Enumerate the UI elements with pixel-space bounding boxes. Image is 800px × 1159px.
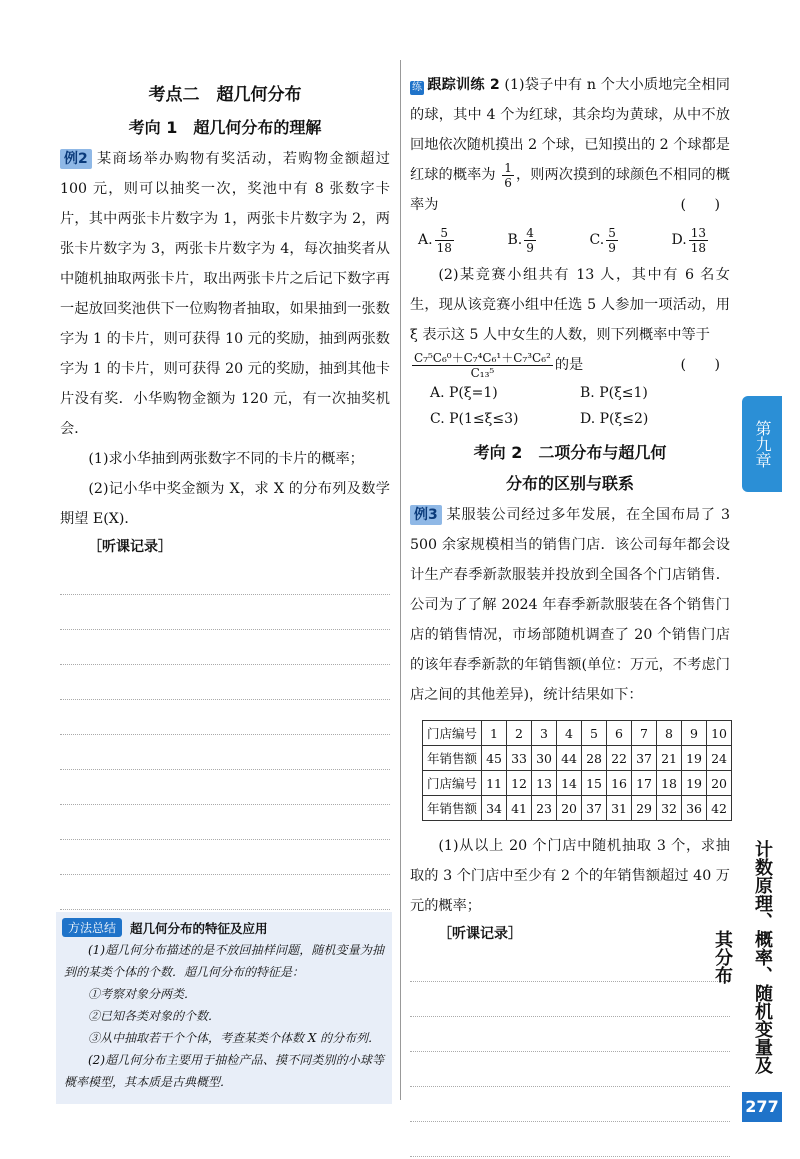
- example-2-badge: 例2: [60, 149, 92, 169]
- tracking-exercise-2: (2)某竞赛小组共有 13 人，其中有 6 名女生，现从该竞赛小组中任选 5 人参加一项活动，用 ξ 表示这 5 人中女生的人数，则下列概率中等于: [410, 267, 730, 343]
- combination-formula: $\frac{\text{C₇⁵C₆⁰＋C₇⁴C₆¹＋C₇³C₆²}}{\text{C₁₃⁵}}$: [414, 350, 551, 380]
- subtitle-2-line1: 考向 2 二项分布与超几何: [473, 443, 667, 462]
- subtitle-2-line2: 分布的区别与联系: [505, 474, 634, 493]
- right-column: [410, 70, 730, 1157]
- option-b2: B. P(ξ≤1): [580, 385, 648, 401]
- option-d: D. $\frac{13}{18}$: [671, 225, 706, 255]
- chapter-tab: 第九章: [742, 396, 782, 492]
- table-row: 年销售额 34 41 23 20 37 31 29 32 36 42: [423, 796, 732, 821]
- fraction-one-sixth: $\frac{1}{6}$: [504, 160, 512, 190]
- option-a: A. $\frac{5}{18}$: [418, 225, 452, 255]
- option-a2: A. P(ξ=1): [430, 385, 498, 401]
- page-number: 277: [742, 1092, 782, 1122]
- method-summary-box: [56, 912, 392, 1104]
- method-line-2: ①考察对象分两类．: [88, 987, 197, 1001]
- example-2: [60, 144, 390, 444]
- sales-table: [422, 720, 732, 821]
- table-row: 年销售额 45 33 30 44 28 22 37 21 19 24: [423, 746, 732, 771]
- options-2: [410, 380, 730, 432]
- method-line-3: ②已知各类对象的个数．: [88, 1009, 221, 1023]
- left-column: [60, 70, 390, 1015]
- question-2: (2)记小华中奖金额为 X，求 X 的分布列及数学期望 E(X)．: [60, 481, 390, 527]
- method-summary-badge: 方法总结: [62, 918, 122, 937]
- note-lines-right: [410, 947, 730, 1157]
- formula-line: $\frac{\text{C₇⁵C₆⁰＋C₇⁴C₆¹＋C₇³C₆²}}{\text{C₁₃⁵}}$ 的是 ( ): [410, 350, 730, 380]
- options-1: [410, 220, 730, 260]
- table-row: 门店编号 11 12 13 14 15 16 17 18 19 20: [423, 771, 732, 796]
- section-title: 考点二 超几何分布: [148, 85, 302, 105]
- chapter-title-vertical: 计数原理、概率、随机变量及其分布: [712, 840, 773, 1074]
- tracking-exercise-1: 练 跟踪训练 2 (1)袋子中有 n 个大小质地完全相同的球，其中 4 个为红球，其余均为黄球，从中不放回地依次随机摸出 2 个球，已知摸出的 2 个球都是红球的概率为 $\frac{1}{6}$ ，则两次摸到的球颜色不相同的概率为 ( ): [410, 70, 730, 220]
- listening-record-label-right: ［听课记录］: [438, 926, 522, 942]
- method-line-1: (1)超几何分布描述的是不放回抽样问题，随机变量为抽到的某类个体的个数．超几何分布的特征是：: [64, 943, 384, 979]
- option-b: B. $\frac{4}{9}$: [507, 225, 534, 255]
- method-summary-title: 超几何分布的特征及应用: [130, 920, 268, 936]
- option-c: C. $\frac{5}{9}$: [589, 225, 616, 255]
- column-divider: [400, 60, 401, 1100]
- listening-record-label: ［听课记录］: [88, 539, 172, 555]
- method-line-5: (2)超几何分布主要用于抽检产品、摸不同类别的小球等概率模型，其本质是古典概型．: [64, 1053, 384, 1089]
- table-row: 门店编号 1 2 3 4 5 6 7 8 9 10: [423, 721, 732, 746]
- example-2-text: 某商场举办购物有奖活动，若购物金额超过 100 元，则可以抽奖一次，奖池中有 8 张数字卡片，其中两张卡片数字为 1，两张卡片数字为 2，两张卡片数字为 3，两张卡片数字为 4，每次抽奖者从中随机抽取两张卡片，取出两张卡片之后记下数字再一起放回奖池供下一位购物者抽取，如果抽到一张数字为 1 的卡片，则可获得 10 元的奖励，抽到两张数字为 1 的卡片，则可获得 20 元的奖励，抽到其他卡片没有奖．小华购物金额为 120 元，有一次抽奖机会．: [60, 151, 390, 437]
- question-3: (1)从以上 20 个门店中随机抽取 3 个，求抽取的 3 个门店中至少有 2 个的年销售额超过 40 万元的概率；: [410, 838, 730, 914]
- subtitle-1: 考向 1 超几何分布的理解: [128, 118, 322, 137]
- question-1: (1)求小华抽到两张数字不同的卡片的概率；: [88, 451, 364, 467]
- exercise-icon: 练: [412, 82, 422, 93]
- method-line-4: ③从中抽取若干个个体，考查某类个体数 X 的分布列．: [88, 1031, 381, 1045]
- answer-paren-2: ( ): [680, 357, 720, 373]
- example-3-text: 某服装公司经过多年发展，在全国布局了 3 500 余家规模相当的销售门店．该公司每年都会设计生产春季新款服装并投放到全国各个门店销售．公司为了了解 2024 年春季新款服装在各个销售门店的销售情况，市场部随机调查了 20 个销售门店的该年春季新款的年销售额(单位：万元，不考虑门店之间的其他差异)，统计结果如下：: [410, 507, 730, 703]
- answer-paren: ( ): [680, 197, 720, 213]
- example-3-badge: 例3: [410, 505, 442, 525]
- option-c2: C. P(1≤ξ≤3): [430, 411, 519, 427]
- example-3: [410, 500, 730, 710]
- tracking-exercise-label: 跟踪训练 2: [427, 77, 500, 93]
- option-d2: D. P(ξ≤2): [580, 411, 649, 427]
